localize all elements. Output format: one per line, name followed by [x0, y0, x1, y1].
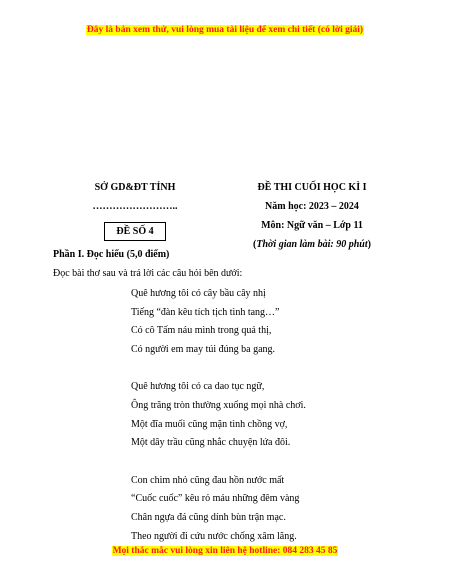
poem-line: Chân ngựa đá cũng dính bùn trận mạc. [131, 511, 286, 523]
school-name-blank: …………………….. [92, 201, 178, 212]
poem-stanza [131, 285, 306, 359]
poem-line: Con chim nhỏ cũng đau hồn nước mất [131, 474, 285, 486]
poem-line: “Cuốc cuốc” kêu rỏ máu những đêm vàng [131, 493, 300, 505]
poem-stanza [131, 472, 306, 546]
poem-line: Tiếng “đàn kêu tích tịch tình tang…” [131, 306, 280, 318]
poem-line: Có người em may túi đúng ba gang. [131, 343, 276, 355]
poem-line: Có cô Tấm náu mình trong quả thị, [131, 325, 272, 337]
poem [131, 285, 306, 565]
school-year: Năm học: 2023 – 2024 [265, 201, 359, 212]
poem-line: Một đĩa muối cũng mặn tình chồng vợ, [131, 418, 288, 430]
section-instruction: Đọc bài thơ sau và trả lời các câu hỏi bên dưới: [53, 268, 243, 279]
poem-line: Ông trăng tròn thường xuống mọi nhà chơi. [131, 399, 306, 411]
time-close-paren: ) [367, 239, 371, 250]
hotline-banner [0, 546, 450, 556]
department-name: SỞ GD&ĐT TỈNH [94, 182, 176, 193]
time-limit [228, 235, 396, 254]
poem-line: Quê hương tôi có ca dao tục ngữ, [131, 381, 265, 393]
issuer-block [60, 178, 210, 241]
poem-line: Theo người đi cứu nước chống xâm lăng. [131, 530, 297, 542]
exam-info-block [228, 178, 396, 254]
preview-notice-text: Đây là bản xem thử, vui lòng mua tài liệu để xem chi tiết (có lời giải) [86, 25, 364, 35]
preview-notice-banner [0, 25, 450, 35]
hotline-text: Mọi thắc mắc vui lòng xin liên hệ hotline: 084 283 45 85 [112, 546, 338, 556]
time-open-paren: ( [253, 239, 257, 250]
poem-line: Một dây trầu cũng nhắc chuyện lứa đôi. [131, 437, 291, 449]
poem-stanza [131, 378, 306, 452]
poem-line: Quê hương tôi có cây bầu cây nhị [131, 288, 266, 299]
section-title: Phần I. Đọc hiểu (5,0 điểm) [53, 249, 170, 260]
exam-title: ĐỀ THI CUỐI HỌC KÌ I [257, 182, 367, 193]
time-limit-text: Thời gian làm bài: 90 phút [256, 239, 368, 250]
exam-code-box: ĐỀ SỐ 4 [104, 222, 165, 241]
subject-grade: Môn: Ngữ văn – Lớp 11 [261, 220, 363, 231]
